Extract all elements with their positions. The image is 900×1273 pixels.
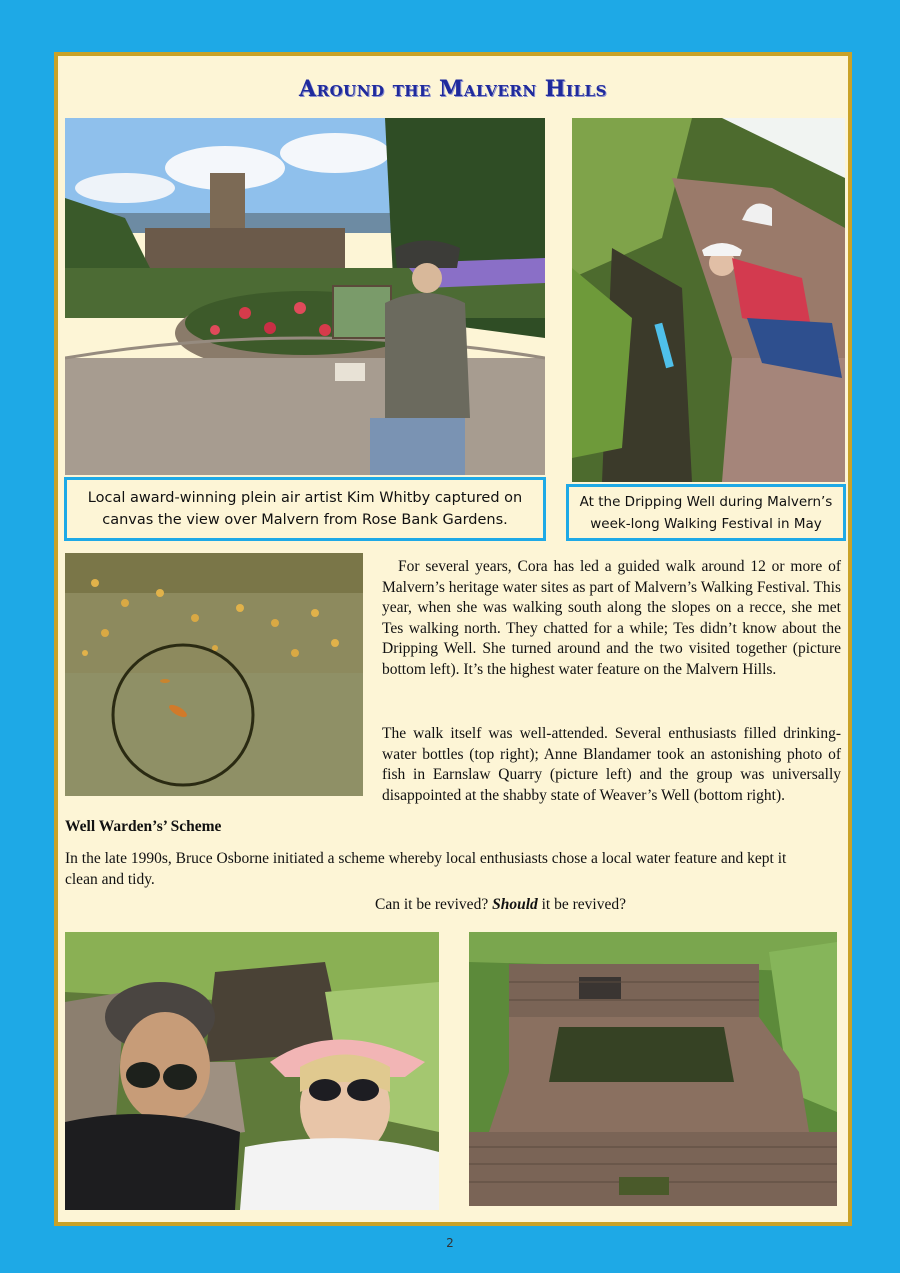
caption-artist: Local award-winning plein air artist Kim Whitby captured on canvas the view over Malvern from Rose Bank Gardens. bbox=[64, 477, 546, 541]
caption-dripping-well: At the Dripping Well during Malvern’s week-long Walking Festival in May bbox=[566, 484, 846, 541]
photo-dripping-well bbox=[572, 118, 845, 482]
page-number: 2 bbox=[446, 1236, 454, 1250]
article-paragraph-2: The walk itself was well-attended. Several enthusiasts filled drinking-water bottles (top right); Anne Blandamer took an astonishing photo of fish in Earnslaw Quarry (picture left) and the group was universally disappointed at the shabby state of Weaver’s Well (bottom right). bbox=[382, 725, 841, 804]
photo-plein-air-artist bbox=[65, 118, 545, 475]
photo-earnslaw-quarry-fish bbox=[65, 553, 363, 796]
scheme-paragraph: In the late 1990s, Bruce Osborne initiated a scheme whereby local enthusiasts chose a local water feature and kept it clean and tidy. bbox=[65, 850, 787, 888]
question-start: Can it be revived? bbox=[375, 896, 493, 913]
question-emphasis: Should bbox=[492, 896, 538, 913]
revival-question bbox=[375, 895, 775, 916]
photo-cora-and-tes bbox=[65, 932, 439, 1210]
photo-weavers-well bbox=[469, 932, 837, 1206]
article-paragraph-1: For several years, Cora has led a guided walk around 12 or more of Malvern’s heritage water sites as part of Malvern’s Walking Festival. This year, when she was walking south along the slopes on a recce, she met Tes walking north. They chatted for a while; Tes didn’t know about the Dripping Well. She turned around and the two visited together (picture bottom left). It’s the highest water feature on the Malvern Hills. bbox=[382, 558, 841, 678]
question-end: it be revived? bbox=[537, 896, 626, 913]
section-subheading: Well Warden’s’ Scheme bbox=[65, 818, 222, 835]
page-title: Around the Malvern Hills bbox=[299, 76, 607, 102]
